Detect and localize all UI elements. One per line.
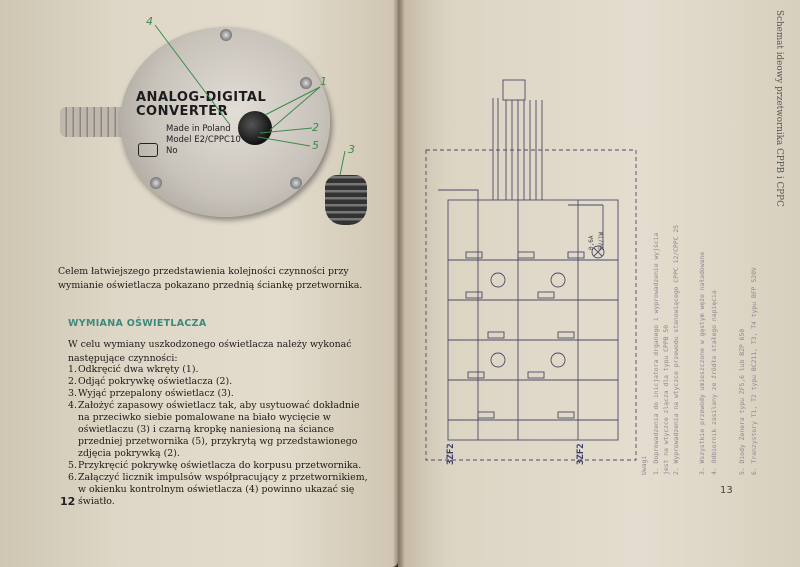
notes-title: Uwagi	[640, 455, 648, 475]
device-title-line1: ANALOG-DIGITAL	[136, 90, 267, 105]
step-number: 2.	[68, 376, 77, 387]
circuit-schematic	[418, 40, 658, 470]
note-line: 4. Odbiornik zasilany ze źródła stałego napięcia	[710, 290, 718, 475]
step-number: 4.	[68, 400, 77, 411]
callout-1: 1	[320, 75, 327, 88]
list-item	[68, 364, 368, 376]
step-text: Odjąć pokrywkę oświetlacza (2).	[78, 376, 233, 387]
step-text: Odkręcić dwa wkręty (1).	[78, 364, 199, 375]
page-number-left: 12	[60, 495, 76, 508]
schematic-label-left: 3ZF2	[446, 443, 456, 465]
section-heading: WYMIANA OŚWIETLACZA	[68, 318, 207, 329]
note-line: 3. Wszystkie przewody umieszczone w gęstym węże naładowane	[698, 251, 706, 475]
book-spine-shadow	[393, 0, 405, 567]
step-number: 5.	[68, 460, 77, 471]
device-title-line2: CONVERTER	[136, 104, 229, 119]
callout-leader-lines	[60, 15, 390, 255]
list-item	[68, 376, 368, 388]
steps-list	[68, 364, 368, 508]
lead-paragraph: W celu wymiany uszkodzonego oświetlacza należy wykonać następujące czynności:	[68, 339, 352, 364]
callout-4: 4	[146, 15, 153, 28]
intro-paragraph: Celem łatwiejszego przedstawienia kolejności czynności przy wymianie oświetlacza pokazano przednią ściankę przetwornika.	[58, 266, 363, 291]
callout-3: 3	[348, 143, 355, 156]
step-text: Wyjąć przepalony oświetlacz (3).	[78, 388, 234, 399]
step-number: 1.	[68, 364, 77, 375]
step-text: Założyć zapasowy oświetlacz tak, aby usytuować dokładnie na przeciwko siebie pomalowane na biało wycięcie w oświetlaczu (3) i czarną kropkę naniesioną na ściance przedniej przetwornika (5), przykrytą wg przedstawionego zdjęcia pokrywką (2).	[78, 400, 360, 459]
callout-2: 2	[312, 121, 319, 134]
serial-label: No	[166, 146, 178, 156]
note-line: 6. Tranzystory T1, T2 typu BC211, T3, T4 typu BFP 520V	[750, 267, 758, 475]
note-line: 1. Doprowadzenia do inicjatora drganego i wyprowadzenie wyjścia	[652, 232, 660, 475]
model-text: Model E2/CPPC10	[166, 135, 241, 145]
device-photo	[60, 15, 390, 255]
list-item	[68, 460, 368, 472]
figure-caption: Schemat ideowy przetwornika CPPB i CPPC	[774, 10, 784, 207]
list-item	[68, 472, 368, 508]
step-text: Załączyć licznik impulsów współpracujący z przetwornikiem, w okienku kontrolnym oświetlacza (4) powinno ukazać się światło.	[78, 472, 368, 507]
right-page	[398, 0, 800, 567]
made-in-text: Made in Poland	[166, 124, 231, 134]
schematic-label-right: 3ZF2	[576, 443, 586, 465]
list-item	[68, 388, 368, 400]
step-number: 6.	[68, 472, 77, 483]
lamp-rating: 5V/1W	[598, 231, 605, 250]
list-item	[68, 400, 368, 460]
schematic-notes	[638, 185, 800, 475]
board-outline	[426, 150, 636, 460]
note-line: jest na wtyczce zlącza dla typu CPPB 50	[662, 324, 670, 475]
page-number-right: 13	[720, 485, 733, 496]
note-line: 2. Wyprowadzenia na wtyczce przewodu stanowiącego CPPC 12/CPPC 25	[672, 224, 680, 475]
note-line: 5. Diody Zenera typu ZF5,6 lub BZP 650	[738, 328, 746, 475]
step-text: Przykręcić pokrywkę oświetlacza do korpusu przetwornika.	[78, 460, 362, 471]
left-page	[0, 0, 398, 567]
step-number: 3.	[68, 388, 77, 399]
connector-block	[503, 80, 525, 100]
callout-5: 5	[312, 139, 319, 152]
lamp-label: 0,6A	[588, 235, 595, 250]
